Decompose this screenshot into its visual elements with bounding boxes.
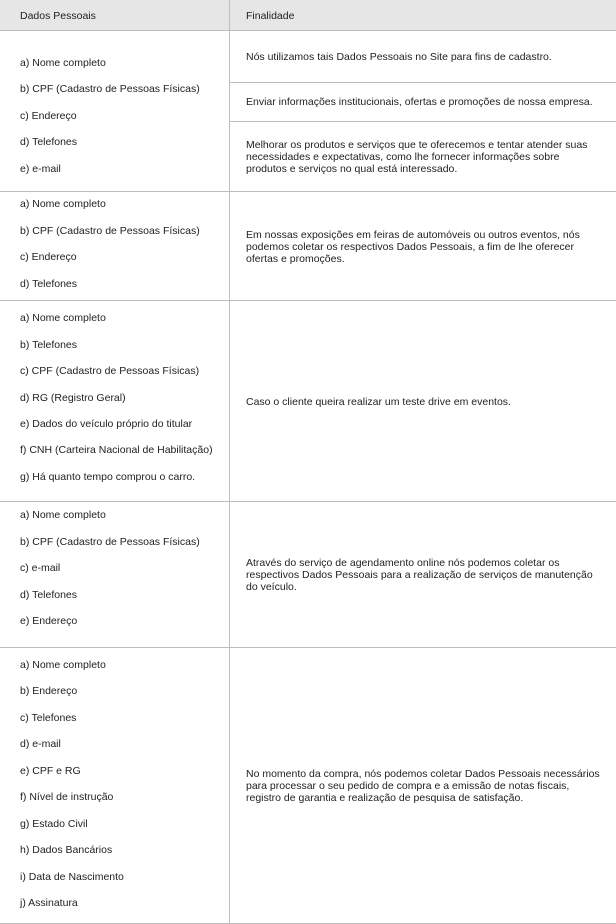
- personal-data-cell: [0, 0, 229, 924]
- personal-data-item: a) Nome completo: [20, 57, 106, 69]
- header-dados-pessoais: Dados Pessoais: [20, 10, 96, 22]
- personal-data-item: i) Data de Nascimento: [20, 871, 124, 883]
- personal-data-item: a) Nome completo: [20, 198, 106, 210]
- purpose-text: Em nossas exposições em feiras de automóveis ou outros eventos, nós podemos coletar os respectivos Dados Pessoais, a fim de lhe oferecer ofertas e promoções.: [246, 228, 580, 265]
- personal-data-item: c) e-mail: [20, 562, 61, 574]
- personal-data-item: b) CPF (Cadastro de Pessoas Físicas): [20, 536, 200, 548]
- personal-data-item: e) CPF e RG: [20, 765, 81, 777]
- personal-data-item: a) Nome completo: [20, 509, 106, 521]
- personal-data-item: g) Há quanto tempo comprou o carro.: [20, 471, 196, 483]
- purpose-divider: [229, 121, 616, 122]
- personal-data-item: c) Telefones: [20, 712, 77, 724]
- personal-data-item: c) CPF (Cadastro de Pessoas Físicas): [20, 365, 200, 377]
- purpose-cell: [229, 648, 616, 924]
- column-divider: [229, 0, 230, 924]
- purpose-text: Através do serviço de agendamento online nós podemos coletar os respectivos Dados Pessoais para a realização de serviços de manutenção do veículo.: [246, 557, 593, 593]
- purpose-cell: [229, 82, 616, 121]
- personal-data-item: f) Nível de instrução: [20, 791, 114, 803]
- purpose-text: Melhorar os produtos e serviços que te oferecemos e tentar atender suas necessidades e expectativas, como lhe fornecer informações sobre produtos e serviços no qual está interessado.: [246, 138, 588, 175]
- personal-data-item: j) Assinatura: [20, 897, 78, 909]
- personal-data-item: c) Endereço: [20, 251, 77, 263]
- purpose-cell: [229, 121, 616, 192]
- personal-data-item: d) Telefones: [20, 278, 78, 290]
- personal-data-item: b) Telefones: [20, 339, 78, 351]
- personal-data-item: h) Dados Bancários: [20, 844, 113, 856]
- personal-data-item: b) Endereço: [20, 685, 78, 697]
- purpose-cell: [229, 301, 616, 502]
- personal-data-item: b) CPF (Cadastro de Pessoas Físicas): [20, 83, 200, 95]
- personal-data-item: c) Endereço: [20, 110, 77, 122]
- purpose-text: Caso o cliente queira realizar um teste drive em eventos.: [246, 395, 511, 408]
- purpose-cell: [229, 192, 616, 301]
- purpose-text: Enviar informações institucionais, ofertas e promoções de nossa empresa.: [246, 95, 593, 108]
- purpose-cell: [229, 502, 616, 648]
- header-finalidade: Finalidade: [246, 10, 295, 22]
- personal-data-item: e) Dados do veículo próprio do titular: [20, 418, 193, 430]
- personal-data-item: d) RG (Registro Geral): [20, 392, 126, 404]
- personal-data-item: f) CNH (Carteira Nacional de Habilitação): [20, 444, 213, 456]
- purpose-text: Nós utilizamos tais Dados Pessoais no Site para fins de cadastro.: [246, 50, 552, 63]
- purpose-divider: [229, 82, 616, 83]
- personal-data-item: g) Estado Civil: [20, 818, 88, 830]
- personal-data-item: d) e-mail: [20, 738, 61, 750]
- personal-data-item: b) CPF (Cadastro de Pessoas Físicas): [20, 225, 200, 237]
- personal-data-item: e) e-mail: [20, 163, 61, 175]
- personal-data-item: e) Endereço: [20, 615, 78, 627]
- personal-data-item: a) Nome completo: [20, 659, 106, 671]
- personal-data-item: d) Telefones: [20, 589, 78, 601]
- personal-data-item: d) Telefones: [20, 136, 78, 148]
- purpose-text: No momento da compra, nós podemos coletar Dados Pessoais necessários para processar o seu pedido de compra e a emissão de notas fiscais, registro de garantia e realização de pesquisa de satisfação.: [246, 768, 600, 804]
- personal-data-item: a) Nome completo: [20, 312, 106, 324]
- purpose-cell: [229, 31, 616, 82]
